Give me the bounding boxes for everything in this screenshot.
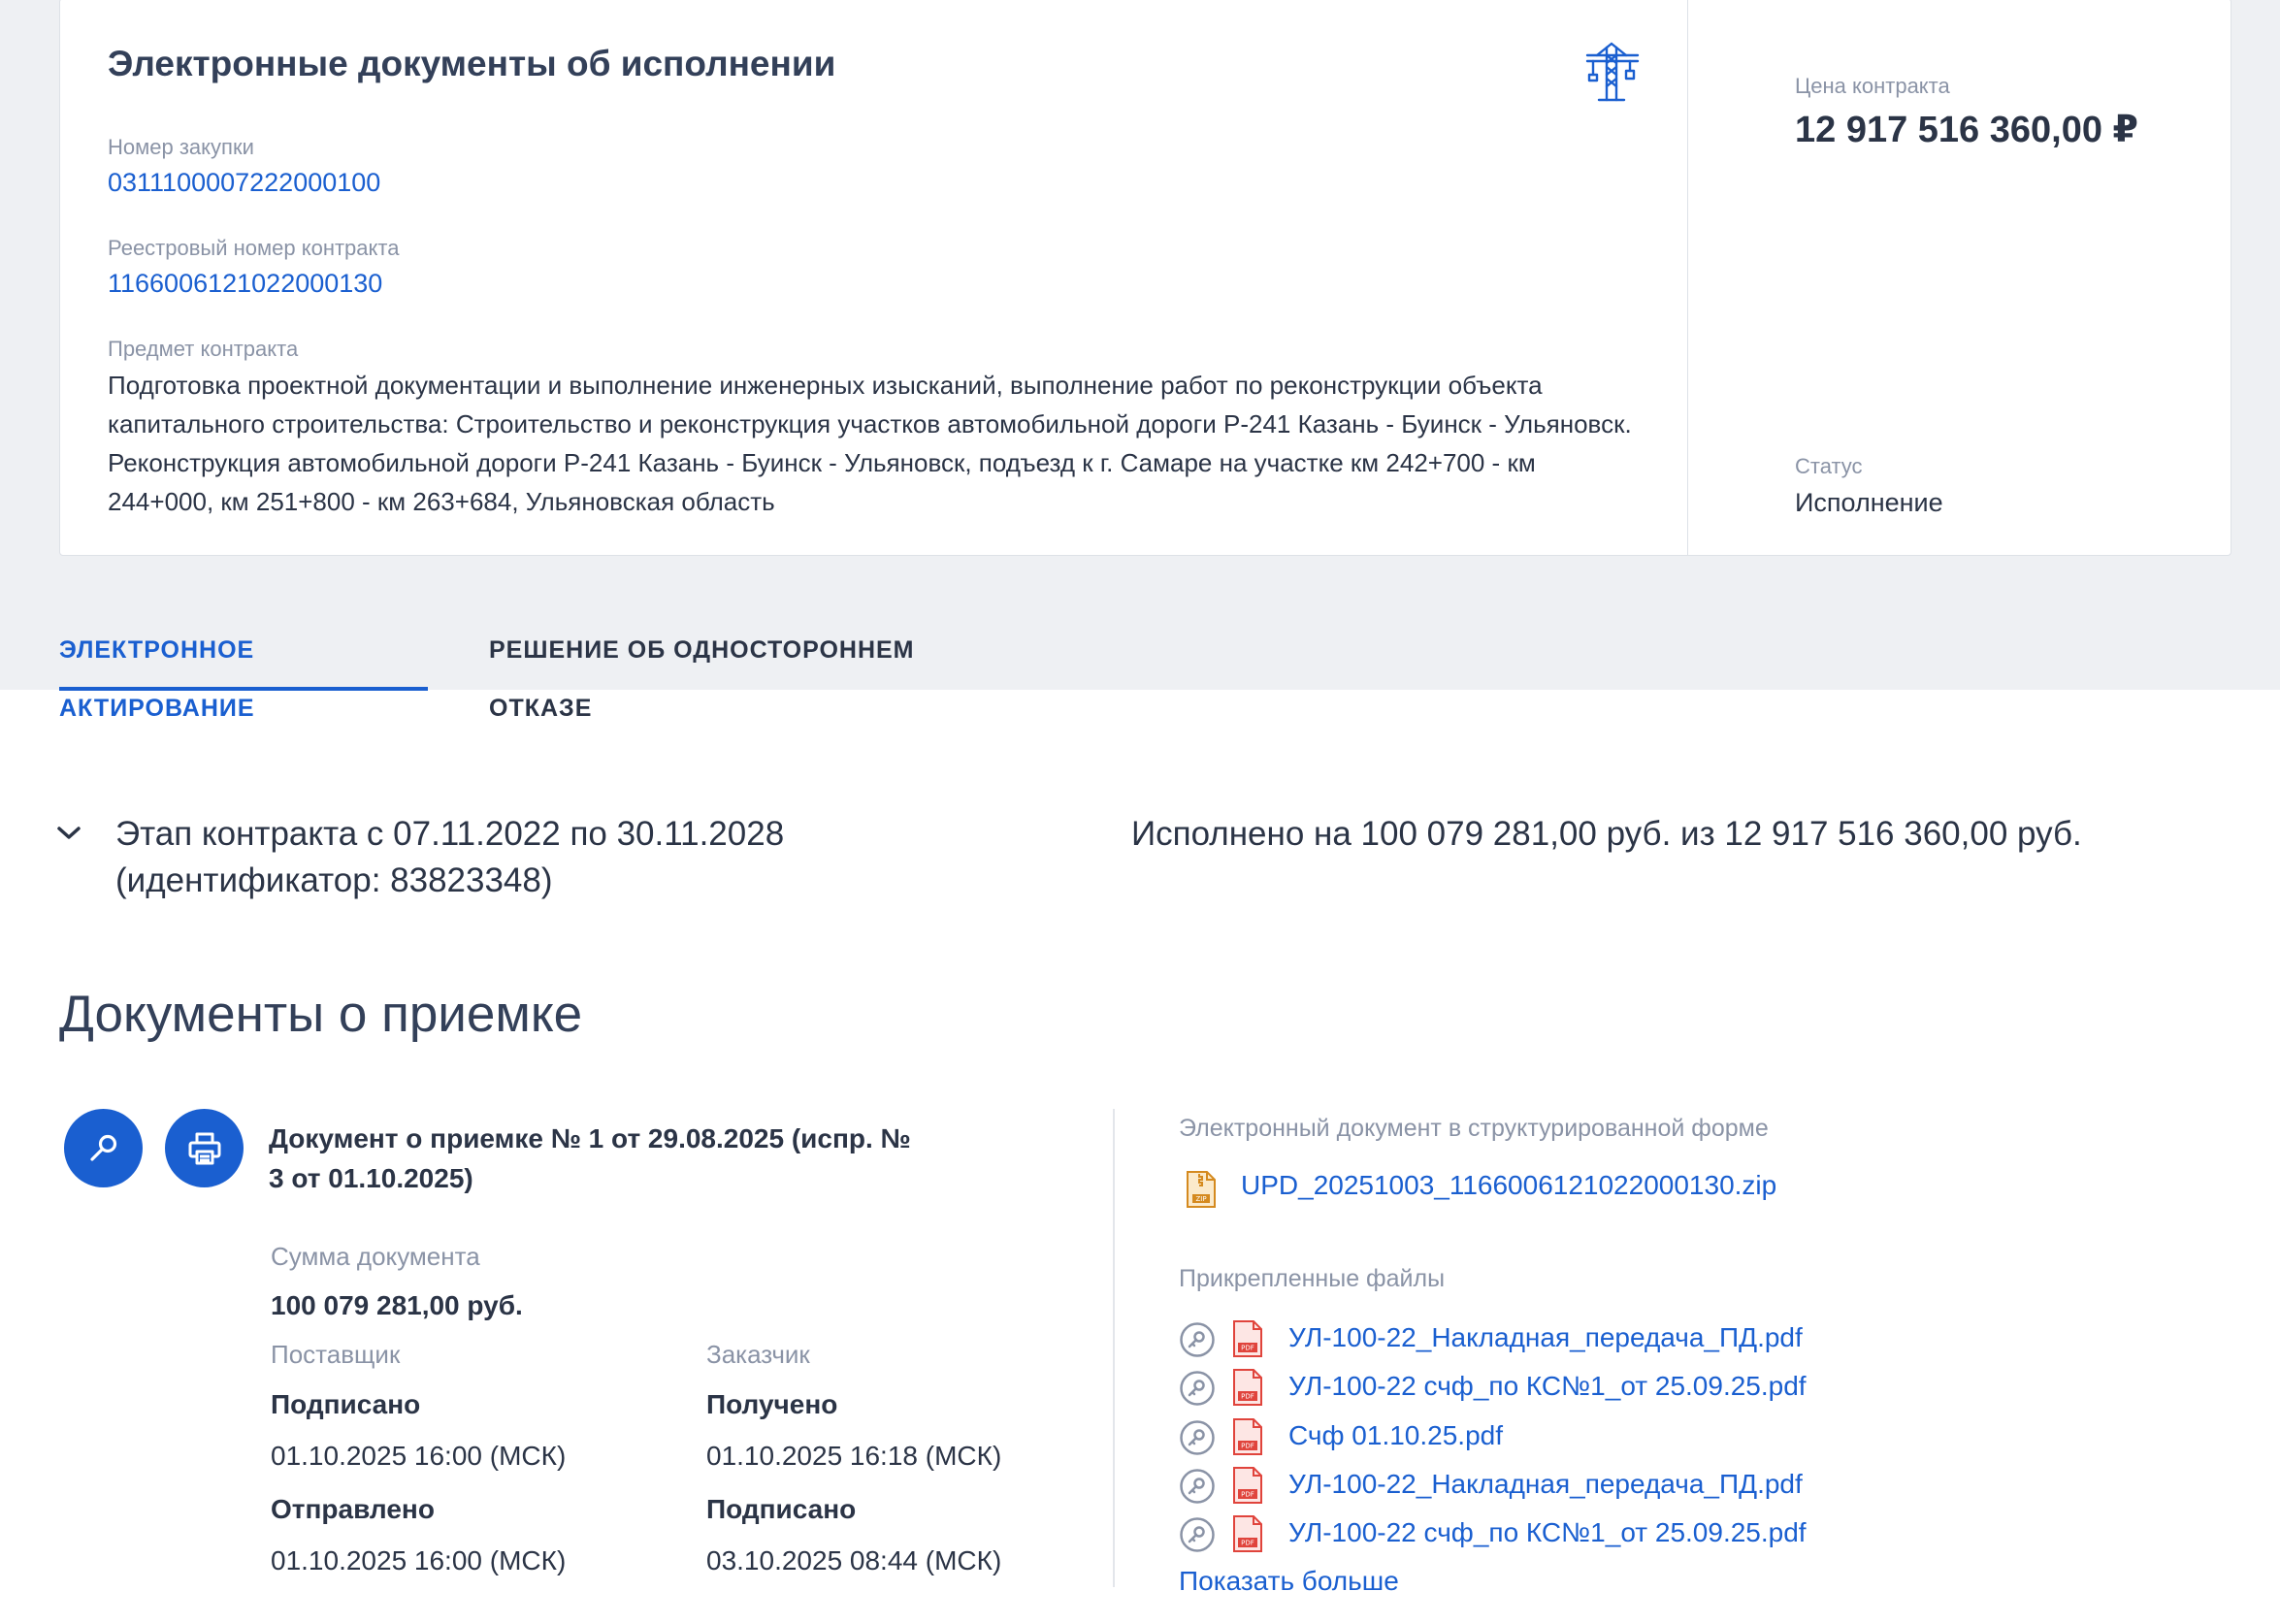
svg-text:PDF: PDF [1241, 1442, 1254, 1450]
printer-icon [185, 1129, 224, 1168]
pdf-file-icon [1231, 1417, 1264, 1456]
stage-period[interactable] [115, 811, 989, 904]
magnifier-icon [86, 1131, 121, 1166]
vertical-divider [1113, 1109, 1115, 1587]
supplier-signed-date: 01.10.2025 16:00 (МСК) [271, 1441, 567, 1471]
signature-key-icon[interactable] [1179, 1370, 1216, 1407]
attached-file-link[interactable]: УЛ-100-22 счф_по КС№1_от 25.09.25.pdf [1288, 1517, 1807, 1547]
registry-number-link[interactable]: 1166006121022000130 [108, 269, 383, 298]
stage-period-dates: Этап контракта с 07.11.2022 по 30.11.2028 [115, 815, 785, 853]
signature-key-icon[interactable] [1179, 1468, 1216, 1505]
pdf-file-icon [1231, 1466, 1264, 1505]
status-value: Исполнение [1795, 488, 1943, 517]
supplier-status-signed: Подписано [271, 1389, 421, 1419]
document-sum-label: Сумма документа [271, 1242, 480, 1271]
document-title: Документ о приемке № 1 от 29.08.2025 (испр. № 3 от 01.10.2025) [269, 1123, 911, 1193]
customer-received-date: 01.10.2025 16:18 (МСК) [706, 1441, 1002, 1471]
attached-file-row [1179, 1514, 2149, 1553]
attached-file-row [1179, 1466, 2149, 1505]
status-label: Статус [1795, 454, 1863, 478]
svg-text:PDF: PDF [1241, 1344, 1254, 1352]
purchase-number-link[interactable]: 0311100007222000100 [108, 168, 381, 197]
customer-signed-date: 03.10.2025 08:44 (МСК) [706, 1545, 1002, 1575]
attached-file-row [1179, 1319, 2149, 1358]
print-document-button[interactable] [165, 1109, 244, 1187]
tab-unilateral-refusal[interactable]: РЕШЕНИЕ ОБ ОДНОСТОРОННЕМ ОТКАЗЕ [489, 636, 915, 722]
signature-key-icon[interactable] [1179, 1419, 1216, 1456]
structured-doc-link[interactable]: UPD_20251003_1166006121022000130.zip [1241, 1170, 1777, 1200]
svg-text:PDF: PDF [1241, 1392, 1254, 1401]
attached-file-link[interactable]: УЛ-100-22_Накладная_передача_ПД.pdf [1288, 1469, 1803, 1499]
tabs-bar [0, 621, 2280, 722]
attached-file-row [1179, 1368, 2149, 1407]
contract-info [60, 0, 1687, 555]
pdf-file-icon [1231, 1514, 1264, 1553]
customer-label: Заказчик [706, 1340, 810, 1369]
attached-files-label: Прикрепленные файлы [1179, 1265, 1446, 1292]
supplier-label: Поставщик [271, 1340, 401, 1369]
chevron-down-icon[interactable] [56, 825, 81, 842]
crane-icon [1583, 42, 1640, 104]
subject-label: Предмет контракта [108, 337, 299, 361]
customer-status-received: Получено [706, 1389, 838, 1419]
card-title: Электронные документы об исполнении [108, 44, 836, 83]
structured-doc-label: Электронный документ в структурированной форме [1179, 1115, 1769, 1142]
stage-identifier: (идентификатор: 83823348) [115, 861, 553, 899]
contract-card [59, 0, 2231, 556]
tab-electronic-acting[interactable]: ЭЛЕКТРОННОЕ АКТИРОВАНИЕ [59, 621, 428, 691]
svg-text:PDF: PDF [1241, 1490, 1254, 1499]
price-label: Цена контракта [1795, 74, 1950, 98]
svg-text:ZIP: ZIP [1195, 1195, 1207, 1203]
customer-status-signed: Подписано [706, 1494, 857, 1524]
attached-file-link[interactable]: УЛ-100-22 счф_по КС№1_от 25.09.25.pdf [1288, 1371, 1807, 1401]
svg-text:PDF: PDF [1241, 1539, 1254, 1547]
contract-subject: Подготовка проектной документации и выполнение инженерных изысканий, выполнение работ по реконструкции объекта капитального строительства: Строительство и реконструкция участков автомобильной дороги Р-241 Казань - Буинск - Ульяновск. Реконструкция автомобильной дороги Р-241 Казань - Буинск - Ульяновск, подъезд к г. Самаре на участке км 242+700 - км 244+000, км 251+800 - км 263+684, Ульяновская область [108, 371, 1632, 516]
pdf-file-icon [1231, 1368, 1264, 1407]
signature-key-icon[interactable] [1179, 1516, 1216, 1553]
executed-amount: Исполнено на 100 079 281,00 руб. из 12 917 516 360,00 руб. [1131, 815, 2082, 853]
contract-summary [1688, 0, 2231, 555]
attached-file-link[interactable]: УЛ-100-22_Накладная_передача_ПД.pdf [1288, 1322, 1803, 1352]
signature-key-icon[interactable] [1179, 1321, 1216, 1358]
purchase-number-label: Номер закупки [108, 135, 254, 159]
document-sum: 100 079 281,00 руб. [271, 1290, 523, 1320]
contract-price: 12 917 516 360,00 ₽ [1795, 110, 2138, 150]
show-more-link[interactable]: Показать больше [1179, 1566, 1399, 1596]
attached-file-row [1179, 1417, 2149, 1456]
registry-number-label: Реестровый номер контракта [108, 236, 400, 260]
attached-file-link[interactable]: Счф 01.10.25.pdf [1288, 1420, 1504, 1450]
section-title: Документы о приемке [59, 986, 583, 1043]
view-document-button[interactable] [64, 1109, 143, 1187]
supplier-sent-date: 01.10.2025 16:00 (МСК) [271, 1545, 567, 1575]
pdf-file-icon [1231, 1319, 1264, 1358]
supplier-status-sent: Отправлено [271, 1494, 435, 1524]
zip-file-icon [1185, 1170, 1218, 1209]
